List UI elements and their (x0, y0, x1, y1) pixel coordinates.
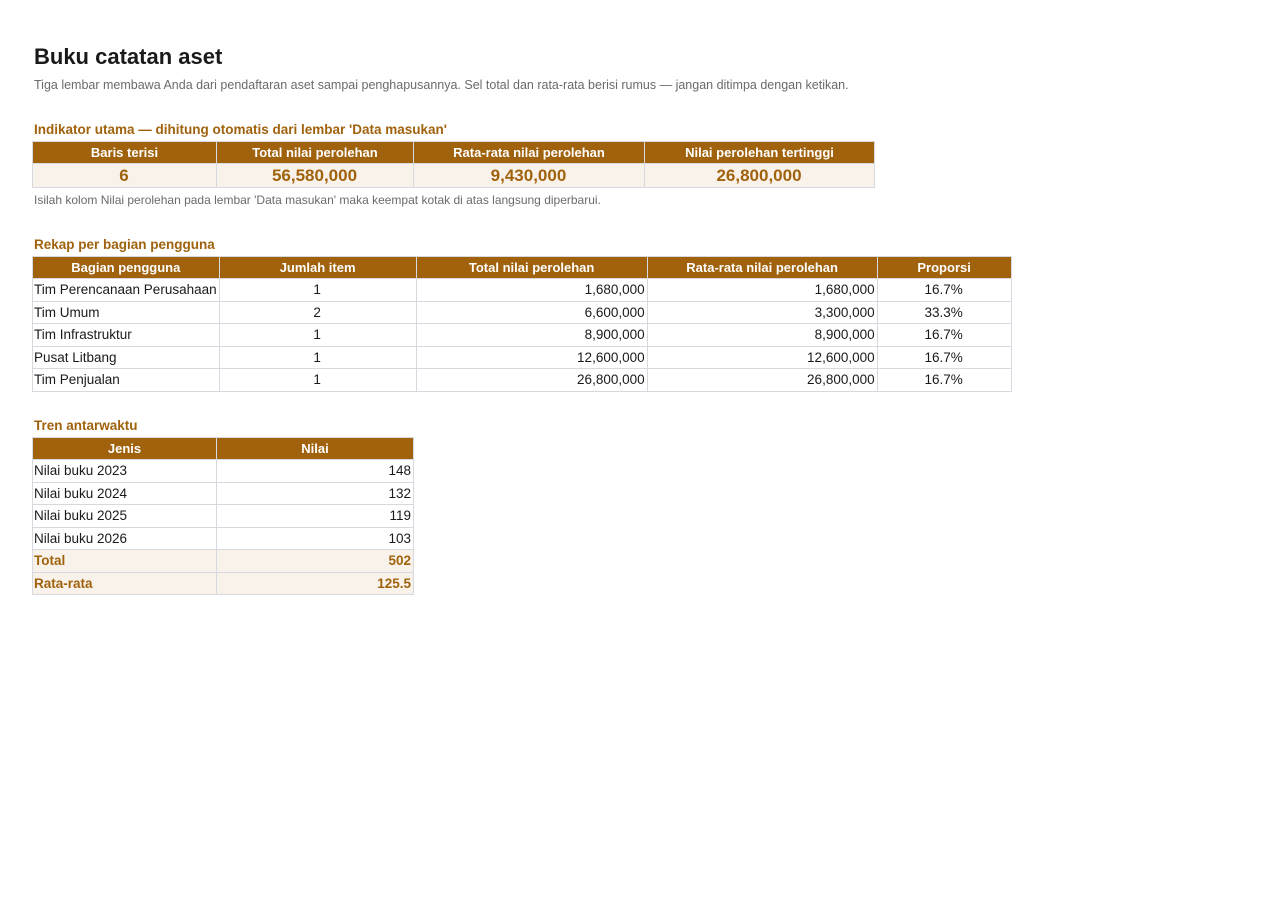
table-row (33, 460, 414, 483)
trend-value-cell[interactable]: 132 (217, 482, 414, 505)
kpi-header-row (33, 142, 875, 164)
recap-department-cell[interactable]: Tim Perencanaan Perusahaan (33, 279, 220, 302)
recap-average-cell[interactable]: 26,800,000 (647, 369, 877, 392)
recap-proportion-cell[interactable]: 16.7% (877, 369, 1011, 392)
kpi-value-row (33, 164, 875, 188)
kpi-table (32, 141, 875, 188)
kpi-max-cell[interactable]: 26,800,000 (645, 164, 875, 188)
kpi-section-title: Indikator utama — dihitung otomatis dari lembar 'Data masukan' (34, 122, 447, 137)
kpi-average-cell[interactable]: 9,430,000 (414, 164, 645, 188)
recap-proportion-cell[interactable]: 16.7% (877, 279, 1011, 302)
recap-average-cell[interactable]: 8,900,000 (647, 324, 877, 347)
trend-header-cell[interactable]: Jenis (33, 438, 217, 460)
table-row (33, 346, 1012, 369)
trend-average-value[interactable]: 125.5 (217, 572, 414, 595)
recap-department-cell[interactable]: Pusat Litbang (33, 346, 220, 369)
table-row (33, 301, 1012, 324)
recap-total-cell[interactable]: 6,600,000 (416, 301, 647, 324)
kpi-header-cell[interactable]: Baris terisi (33, 142, 217, 164)
recap-average-cell[interactable]: 1,680,000 (647, 279, 877, 302)
trend-table (32, 437, 414, 595)
recap-proportion-cell[interactable]: 16.7% (877, 346, 1011, 369)
recap-count-cell[interactable]: 1 (219, 279, 416, 302)
trend-value-cell[interactable]: 119 (217, 505, 414, 528)
recap-header-cell[interactable]: Rata-rata nilai perolehan (647, 257, 877, 279)
recap-total-cell[interactable]: 8,900,000 (416, 324, 647, 347)
recap-department-cell[interactable]: Tim Infrastruktur (33, 324, 220, 347)
trend-section-title: Tren antarwaktu (34, 418, 138, 433)
table-row (33, 369, 1012, 392)
trend-type-cell[interactable]: Nilai buku 2024 (33, 482, 217, 505)
recap-header-cell[interactable]: Proporsi (877, 257, 1011, 279)
recap-proportion-cell[interactable]: 33.3% (877, 301, 1011, 324)
recap-department-cell[interactable]: Tim Penjualan (33, 369, 220, 392)
kpi-rows-filled-cell[interactable]: 6 (33, 164, 217, 188)
recap-count-cell[interactable]: 1 (219, 369, 416, 392)
recap-table (32, 256, 1012, 392)
kpi-header-cell[interactable]: Nilai perolehan tertinggi (645, 142, 875, 164)
kpi-header-cell[interactable]: Total nilai perolehan (217, 142, 414, 164)
trend-type-cell[interactable]: Nilai buku 2026 (33, 527, 217, 550)
trend-average-row (33, 572, 414, 595)
trend-value-cell[interactable]: 148 (217, 460, 414, 483)
recap-count-cell[interactable]: 1 (219, 346, 416, 369)
recap-average-cell[interactable]: 12,600,000 (647, 346, 877, 369)
table-row (33, 324, 1012, 347)
trend-total-value[interactable]: 502 (217, 550, 414, 573)
recap-header-cell[interactable]: Jumlah item (219, 257, 416, 279)
trend-value-cell[interactable]: 103 (217, 527, 414, 550)
kpi-header-cell[interactable]: Rata-rata nilai perolehan (414, 142, 645, 164)
recap-header-row (33, 257, 1012, 279)
recap-total-cell[interactable]: 26,800,000 (416, 369, 647, 392)
recap-average-cell[interactable]: 3,300,000 (647, 301, 877, 324)
recap-count-cell[interactable]: 1 (219, 324, 416, 347)
recap-total-cell[interactable]: 12,600,000 (416, 346, 647, 369)
trend-header-row (33, 438, 414, 460)
trend-type-cell[interactable]: Nilai buku 2023 (33, 460, 217, 483)
recap-proportion-cell[interactable]: 16.7% (877, 324, 1011, 347)
table-row (33, 482, 414, 505)
kpi-note: Isilah kolom Nilai perolehan pada lembar 'Data masukan' maka keempat kotak di atas langsung diperbarui. (34, 193, 601, 207)
page-subtitle: Tiga lembar membawa Anda dari pendaftaran aset sampai penghapusannya. Sel total dan rata-rata berisi rumus — jangan ditimpa dengan ketikan. (34, 78, 849, 92)
kpi-total-cell[interactable]: 56,580,000 (217, 164, 414, 188)
recap-total-cell[interactable]: 1,680,000 (416, 279, 647, 302)
trend-total-row (33, 550, 414, 573)
page-title: Buku catatan aset (34, 44, 223, 69)
recap-header-cell[interactable]: Bagian pengguna (33, 257, 220, 279)
trend-average-label[interactable]: Rata-rata (33, 572, 217, 595)
recap-header-cell[interactable]: Total nilai perolehan (416, 257, 647, 279)
trend-header-cell[interactable]: Nilai (217, 438, 414, 460)
recap-section-title: Rekap per bagian pengguna (34, 237, 215, 252)
recap-department-cell[interactable]: Tim Umum (33, 301, 220, 324)
table-row (33, 527, 414, 550)
trend-type-cell[interactable]: Nilai buku 2025 (33, 505, 217, 528)
table-row (33, 505, 414, 528)
recap-count-cell[interactable]: 2 (219, 301, 416, 324)
trend-total-label[interactable]: Total (33, 550, 217, 573)
table-row (33, 279, 1012, 302)
